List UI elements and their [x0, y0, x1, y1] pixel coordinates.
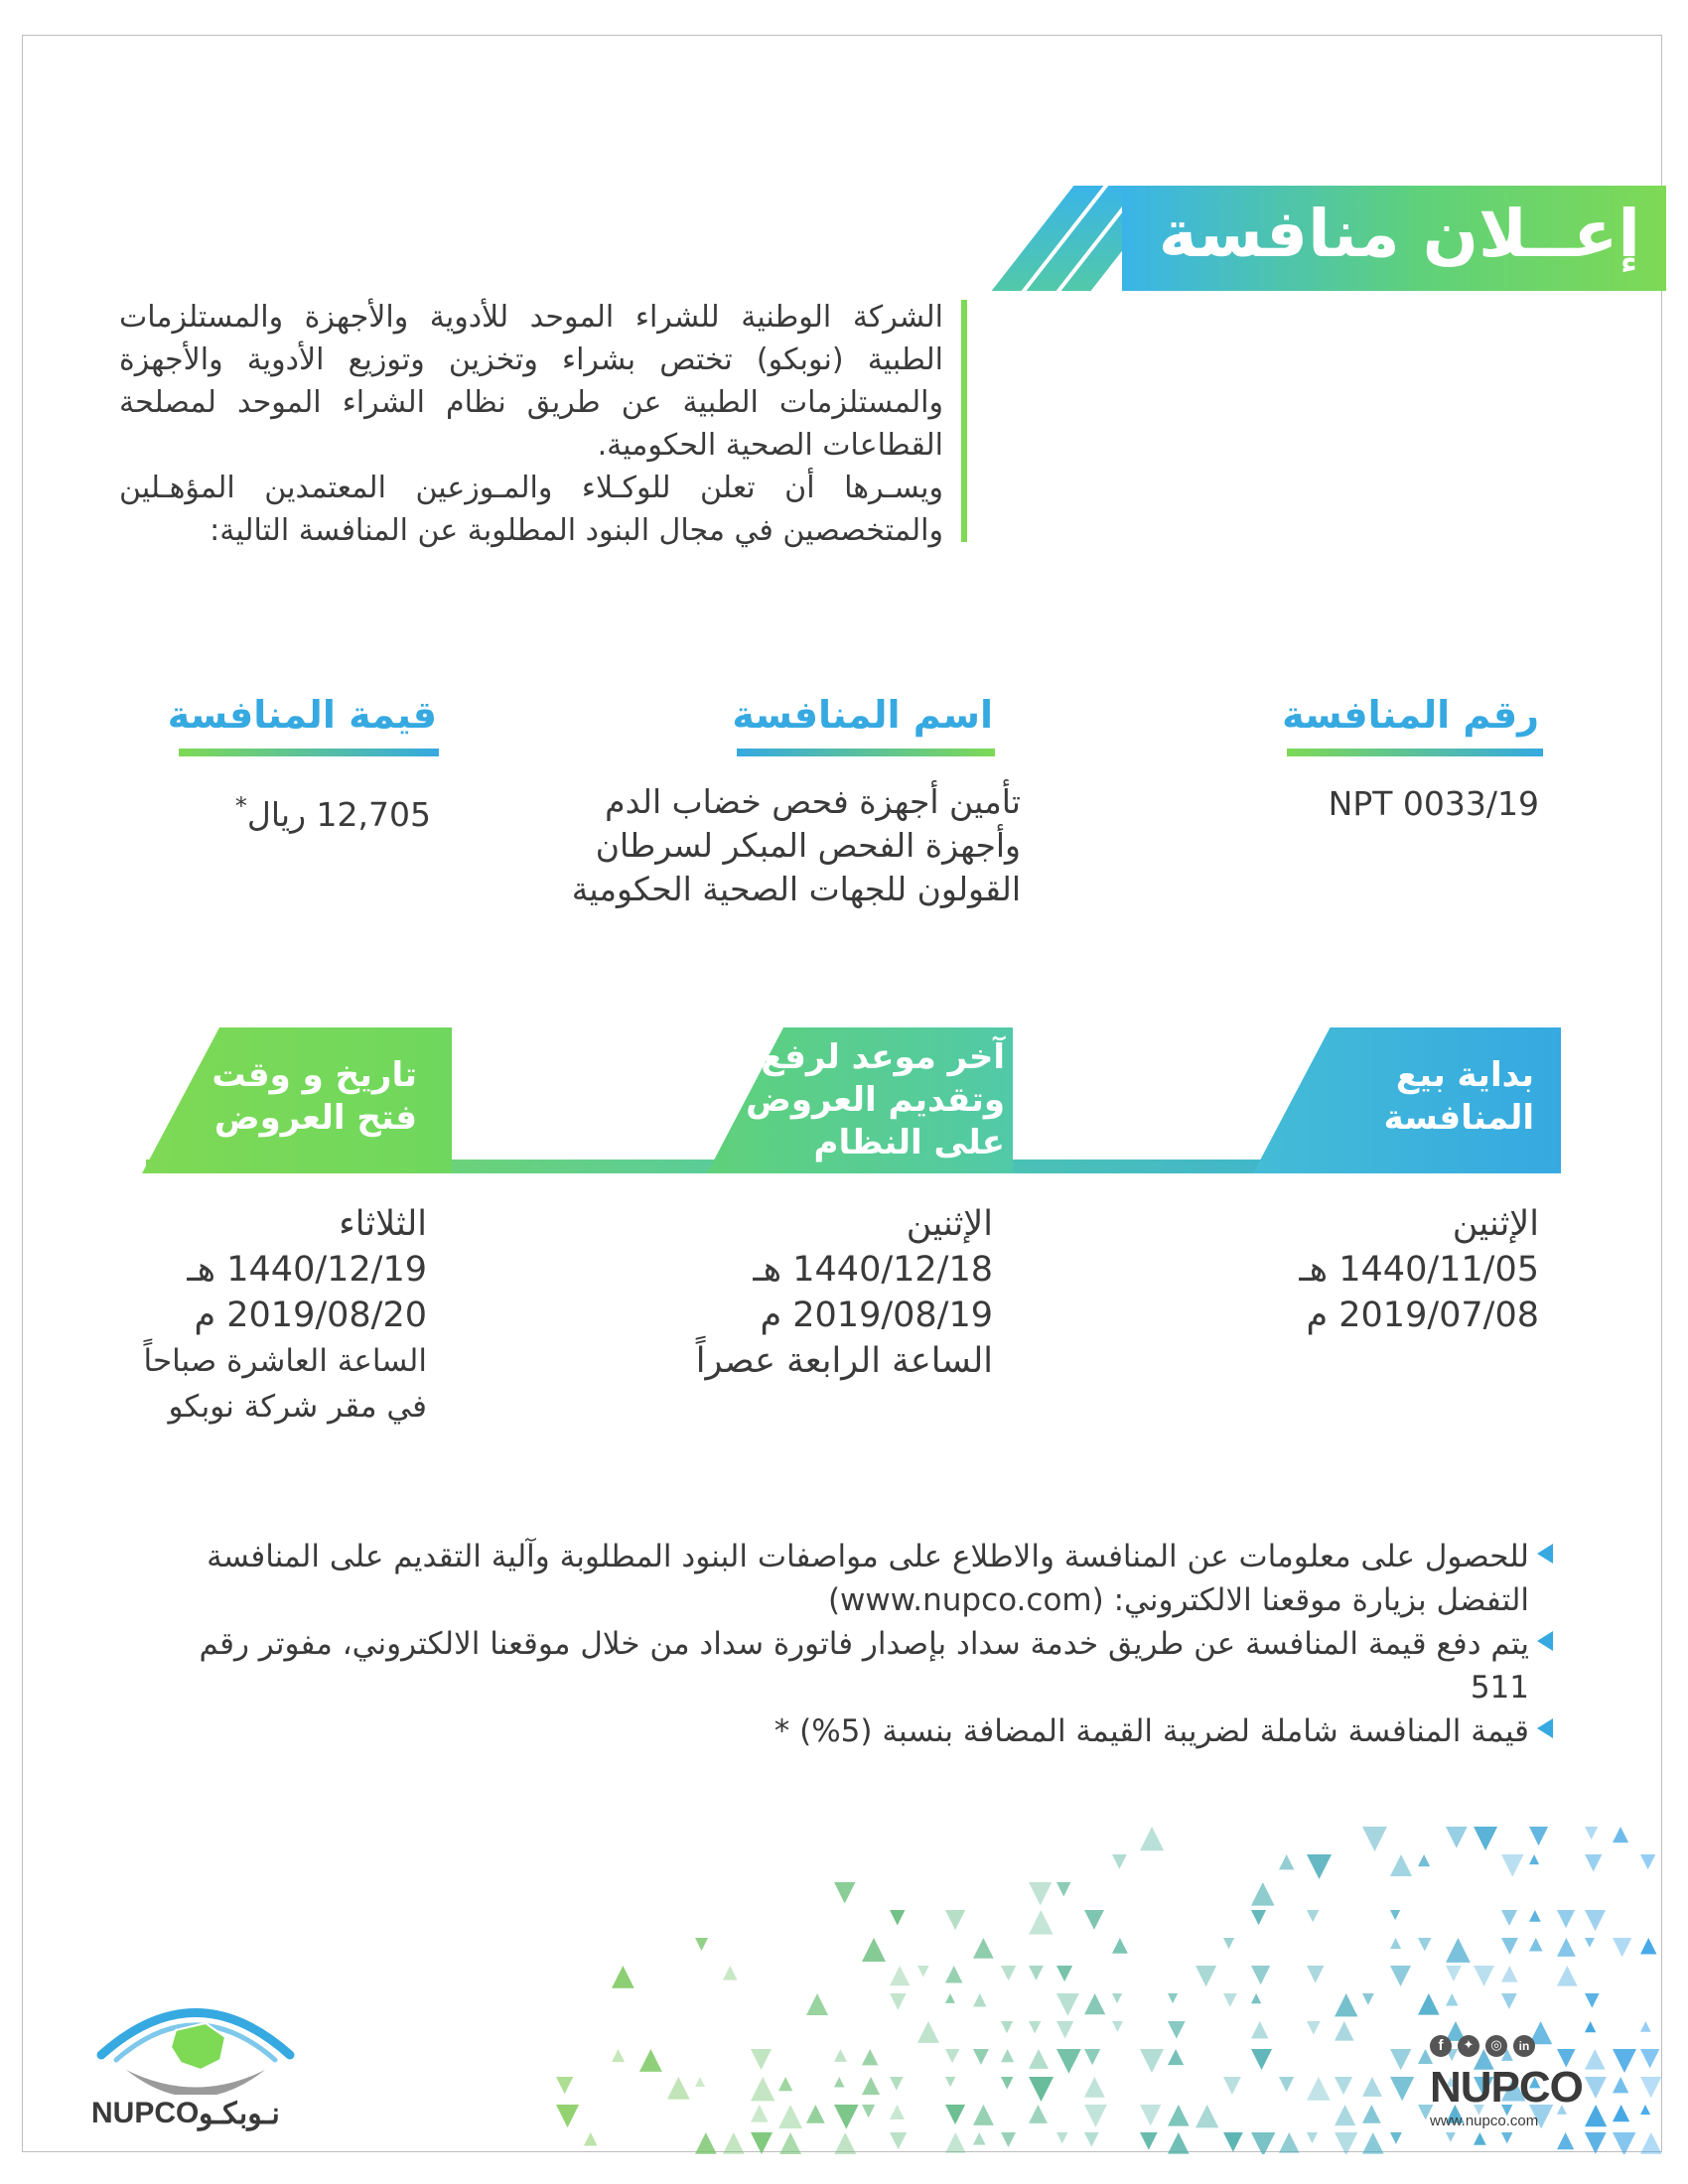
pattern-triangle: [1335, 2077, 1352, 2095]
step1-dates: [1299, 1201, 1539, 1338]
pattern-triangle: [862, 1938, 886, 1962]
intro-accent-bar: [961, 300, 967, 542]
pattern-triangle: [890, 2132, 907, 2149]
pattern-triangle: [1613, 1938, 1631, 1957]
nupco-logo-icon: [91, 1976, 300, 2095]
pattern-triangle: [890, 1910, 905, 1925]
step3-gregorian-date: 2019/08/20 م: [194, 1296, 427, 1335]
pattern-triangle: [1501, 1966, 1518, 1982]
pattern-triangle: [973, 2105, 994, 2125]
pattern-triangle: [1585, 2105, 1607, 2126]
intro-paragraph-2: ويسـرها أن تعلن للوكـلاء والمـوزعين المعتمدين المؤهـلين والمتخصصين في مجال البنود المطلوبة عن المنافسة التالية:: [119, 471, 943, 548]
pattern-triangle: [1529, 1827, 1548, 1845]
pattern-triangle: [1362, 2105, 1381, 2123]
pattern-triangle: [890, 2105, 905, 2119]
tender-name-line: القولون للجهات الصحية الحكومية: [571, 870, 1021, 908]
pattern-triangle: [890, 1966, 910, 1985]
pattern-triangle: [1084, 2132, 1099, 2147]
pattern-triangle: [945, 2077, 955, 2087]
pattern-triangle: [1140, 1827, 1164, 1850]
pattern-triangle: [1140, 2132, 1158, 2150]
pattern-triangle: [945, 2105, 965, 2124]
step3-day: الثلاثاء: [339, 1204, 427, 1244]
tender-number-label: رقم المنافسة: [1282, 693, 1539, 737]
pattern-triangle: [1112, 2021, 1123, 2032]
pattern-triangle: [1029, 1910, 1054, 1935]
pattern-triangle: [917, 1966, 929, 1978]
step2-label-line: على النظام: [813, 1123, 1005, 1162]
value-underline: [179, 749, 439, 756]
pattern-triangle: [1613, 2077, 1628, 2093]
pattern-triangle: [1307, 1854, 1332, 1879]
pattern-triangle: [1029, 2049, 1049, 2069]
pattern-triangle: [890, 1993, 907, 2010]
pattern-triangle: [834, 1882, 855, 1903]
pattern-triangle: [1335, 2021, 1354, 2041]
name-underline: [737, 749, 995, 756]
pattern-triangle: [1056, 1966, 1072, 1981]
pattern-triangle: [1585, 2077, 1607, 2099]
pattern-triangle: [973, 1993, 987, 2007]
pattern-triangle: [973, 2049, 989, 2065]
pattern-triangle: [556, 2077, 573, 2094]
pattern-triangle: [751, 2049, 772, 2070]
pattern-triangle: [945, 1966, 962, 1982]
pattern-triangle: [1279, 2077, 1294, 2092]
pattern-triangle: [862, 2105, 875, 2117]
pattern-triangle: [1529, 1854, 1539, 1864]
pattern-triangle: [1084, 1993, 1105, 2014]
pattern-triangle: [1446, 1938, 1471, 1963]
pattern-triangle: [945, 1910, 965, 1930]
pattern-triangle: [1640, 2049, 1659, 2068]
pattern-triangle: [1084, 2105, 1107, 2127]
pattern-triangle: [945, 2132, 966, 2153]
pattern-triangle: [1557, 1910, 1575, 1928]
pattern-triangle: [1557, 1938, 1576, 1957]
pattern-triangle: [1418, 1993, 1440, 2015]
step3-label-line: فتح العروض: [213, 1098, 417, 1138]
pattern-triangle: [917, 2021, 939, 2043]
pattern-triangle: [1474, 1827, 1497, 1850]
pattern-triangle: [1501, 1993, 1517, 2009]
pattern-triangle: [1251, 2132, 1275, 2154]
twitter-icon[interactable]: ✦: [1458, 2035, 1479, 2057]
pattern-triangle: [1140, 2049, 1164, 2073]
pattern-triangle: [945, 1993, 955, 2003]
pattern-triangle: [1613, 2132, 1635, 2154]
tender-value-label: قيمة المنافسة: [167, 693, 437, 737]
pattern-triangle: [778, 2132, 802, 2154]
pattern-triangle: [1029, 1966, 1044, 1980]
pattern-triangle: [1335, 1993, 1357, 2016]
step1-label: [1384, 1054, 1534, 1140]
pattern-triangle: [778, 2105, 802, 2128]
pattern-triangle: [1029, 2105, 1048, 2123]
pattern-triangle: [1168, 2132, 1190, 2154]
pattern-triangle: [1585, 2049, 1606, 2070]
pattern-triangle: [1056, 1993, 1079, 2016]
step3-dates: [144, 1201, 428, 1430]
pattern-triangle: [639, 2049, 662, 2072]
step1-day: الإثنين: [1452, 1204, 1539, 1244]
pattern-triangle: [1640, 1854, 1655, 1869]
pattern-triangle: [1640, 2105, 1650, 2115]
pattern-triangle: [1056, 2049, 1081, 2074]
tender-number-value: NPT 0033/19: [1328, 784, 1539, 823]
intro-paragraph-1: الشركة الوطنية للشراء الموحد للأدوية والأجهزة والمستلزمات الطبية (نوبكو) تختص بشراء وتخزين وتوزيع الأدوية والأجهزة والمستلزمات الطبية عن طريق نظام الشراء الموحد لمصلحة القطاعات الصحية الحكومية.: [119, 300, 943, 463]
tender-name-line: تأمين أجهزة فحص خضاب الدم: [605, 782, 1021, 821]
pattern-triangle: [1196, 1966, 1216, 1986]
pattern-triangle: [1362, 1993, 1374, 2005]
note-2: يتم دفع قيمة المنافسة عن طريق خدمة سداد بإصدار فاتورة سداد من خلال موقعنا الالكتروني، مفوتر رقم 511: [199, 1626, 1529, 1706]
pattern-triangle: [1307, 2132, 1318, 2143]
instagram-icon[interactable]: ◎: [1485, 2035, 1507, 2057]
pattern-triangle: [945, 2049, 959, 2063]
step3-label-line: تاريخ و وقت: [211, 1055, 417, 1095]
step1-gregorian-date: 2019/07/08 م: [1306, 1296, 1539, 1335]
pattern-triangle: [1168, 1993, 1178, 2003]
pattern-triangle: [751, 2105, 769, 2122]
number-underline: [1287, 749, 1543, 756]
pattern-triangle: [1390, 1854, 1412, 1876]
pattern-triangle: [1223, 1993, 1237, 2007]
pattern-triangle: [723, 2132, 745, 2154]
pattern-triangle: [1029, 2077, 1054, 2102]
pattern-triangle: [834, 2077, 845, 2088]
step2-label: [746, 1036, 1005, 1164]
pattern-triangle: [1335, 2105, 1355, 2125]
pattern-triangle: [695, 2132, 717, 2154]
pattern-triangle: [1585, 2021, 1596, 2032]
pattern-triangle: [1585, 1910, 1606, 1931]
pattern-triangle: [1474, 1966, 1494, 1986]
pattern-triangle: [1390, 2132, 1402, 2144]
pattern-triangle: [1390, 1910, 1400, 1920]
pattern-triangle: [1335, 2132, 1357, 2154]
pattern-triangle: [806, 2105, 825, 2123]
bullet-icon: [1537, 1631, 1553, 1651]
step2-label-line: آخر موعد لرفع: [761, 1037, 1005, 1077]
pattern-triangle: [1001, 2077, 1014, 2090]
pattern-triangle: [1307, 1966, 1324, 1982]
pattern-triangle: [834, 2049, 847, 2062]
step2-time: الساعة الرابعة عصراً: [695, 1341, 993, 1381]
pattern-triangle: [1001, 2132, 1016, 2147]
tender-value-amount: [235, 784, 431, 837]
note-3: قيمة المنافسة شاملة لضريبة القيمة المضافة بنسبة (5%) *: [774, 1713, 1529, 1749]
pattern-triangle: [1001, 2049, 1014, 2062]
pattern-triangle: [1307, 2021, 1321, 2035]
pattern-triangle: [1279, 1854, 1294, 1869]
step3-time: الساعة العاشرة صباحاً: [143, 1343, 427, 1379]
pattern-triangle: [1168, 2105, 1190, 2126]
bullet-icon: [1537, 1718, 1553, 1738]
pattern-triangle: [1084, 1910, 1104, 1930]
facebook-icon[interactable]: f: [1430, 2035, 1452, 2057]
pattern-triangle: [1529, 1938, 1543, 1952]
pattern-triangle: [751, 2132, 773, 2154]
intro-text: [119, 296, 943, 552]
tender-value-star: *: [234, 792, 247, 820]
pattern-triangle: [1168, 2021, 1186, 2039]
pattern-triangle: [1223, 1938, 1234, 1949]
pattern-triangle: [723, 1966, 738, 1980]
step3-location: في مقر شركة نوبكو: [168, 1389, 427, 1425]
tender-name-line: وأجهزة الفحص المبكر لسرطان: [595, 826, 1021, 865]
pattern-triangle: [862, 2077, 880, 2095]
pattern-triangle: [862, 2049, 878, 2065]
step2-day: الإثنين: [906, 1204, 993, 1244]
pattern-triangle: [667, 2077, 690, 2100]
pattern-triangle: [695, 1938, 708, 1951]
pattern-triangle: [1640, 2021, 1651, 2032]
pattern-triangle: [1640, 2077, 1661, 2098]
pattern-triangle: [1613, 2049, 1636, 2073]
tender-name-value: [572, 780, 1021, 911]
pattern-triangle: [1001, 2021, 1013, 2033]
pattern-triangle: [1446, 1966, 1462, 1981]
pattern-triangle: [1140, 2105, 1161, 2125]
pattern-triangle: [1112, 1854, 1127, 1869]
tender-value-text: 12,705 ريال: [246, 795, 431, 834]
step2-gregorian-date: 2019/08/19 م: [760, 1296, 993, 1335]
pattern-triangle: [1613, 1827, 1628, 1843]
pattern-triangle: [556, 2105, 579, 2127]
pattern-triangle: [1446, 2132, 1456, 2142]
pattern-triangle: [1112, 1993, 1122, 2003]
pattern-triangle: [612, 2049, 625, 2062]
pattern-triangle: [1084, 2077, 1105, 2098]
pattern-triangle: [751, 2077, 774, 2101]
pattern-triangle: [1362, 2132, 1384, 2154]
pattern-triangle: [1585, 1854, 1602, 1871]
step3-hijri-date: 1440/12/19 هـ: [187, 1250, 427, 1290]
pattern-triangle: [1168, 2049, 1184, 2065]
pattern-triangle: [1640, 1938, 1656, 1954]
pattern-triangle: [1585, 1938, 1595, 1948]
pattern-triangle: [1529, 1910, 1541, 1922]
pattern-triangle: [778, 2077, 792, 2091]
pattern-triangle: [1056, 2132, 1067, 2143]
pattern-triangle: [1251, 1966, 1270, 1984]
pattern-triangle: [584, 2132, 598, 2146]
pattern-triangle: [1084, 2049, 1100, 2065]
pattern-triangle: [1585, 1827, 1598, 1840]
pattern-triangle: [1362, 2077, 1382, 2097]
pattern-triangle: [1223, 2077, 1241, 2095]
pattern-triangle: [1418, 1938, 1432, 1952]
left-logo-latin: NUPCO: [91, 2097, 200, 2129]
pattern-triangle: [1390, 2077, 1414, 2101]
pattern-triangle: [834, 2105, 859, 2129]
pattern-triangle: [1446, 1827, 1468, 1848]
pattern-triangle: [1446, 1993, 1459, 2006]
pattern-triangle: [1501, 1910, 1517, 1926]
pattern-triangle: [1196, 2105, 1218, 2127]
step2-dates: [696, 1201, 993, 1384]
pattern-triangle: [1307, 1910, 1319, 1922]
pattern-triangle: [1251, 1882, 1275, 1906]
pattern-triangle: [1056, 2021, 1073, 2038]
pattern-triangle: [1001, 1966, 1016, 1980]
pattern-triangle: [1390, 1966, 1411, 1986]
pattern-triangle: [1390, 2049, 1411, 2070]
pattern-triangle: [695, 2077, 705, 2087]
pattern-triangle: [1418, 1854, 1430, 1866]
pattern-triangle: [973, 1938, 994, 1959]
pattern-triangle: [1585, 1993, 1600, 2008]
pattern-triangle: [1223, 2132, 1243, 2152]
pattern-triangle: [1307, 2077, 1331, 2101]
pattern-triangle: [834, 2132, 857, 2154]
step1-hijri-date: 1440/11/05 هـ: [1299, 1250, 1539, 1290]
pattern-triangle: [1029, 2021, 1041, 2033]
step3-label: [211, 1054, 417, 1140]
pattern-triangle: [1613, 2105, 1629, 2121]
pattern-triangle: [1501, 1938, 1518, 1955]
right-logo-url[interactable]: www.nupco.com: [1430, 2113, 1539, 2129]
pattern-triangle: [1029, 1882, 1052, 1905]
pattern-triangle: [1251, 2049, 1272, 2070]
pattern-triangle: [1501, 1854, 1524, 1877]
pattern-triangle: [1557, 2132, 1574, 2149]
pattern-triangle: [806, 1993, 828, 2015]
pattern-triangle: [1390, 1938, 1401, 1949]
pattern-triangle: [1640, 2132, 1662, 2154]
pattern-triangle: [1362, 1827, 1387, 1851]
step1-label-line: بداية بيع: [1395, 1055, 1534, 1095]
step2-label-line: وتقديم العروض: [746, 1080, 1005, 1120]
pattern-triangle: [1585, 2132, 1607, 2154]
left-logo-arabic: نـوبكـو: [199, 2098, 280, 2130]
step1-label-line: المنافسة: [1383, 1098, 1534, 1138]
pattern-triangle: [1112, 1938, 1128, 1954]
pattern-triangle: [1056, 1882, 1070, 1896]
tender-name-label: اسم المنافسة: [732, 693, 993, 737]
note-1: للحصول على معلومات عن المنافسة والاطلاع على مواصفات البنود المطلوبة وآلية التقديم على المنافسة التفضل بزيارة موقعنا الالكتروني: (www.nupco.com): [207, 1539, 1529, 1618]
step2-hijri-date: 1440/12/18 هـ: [753, 1250, 993, 1290]
bullet-icon: [1537, 1544, 1553, 1564]
pattern-triangle: [1251, 1910, 1266, 1925]
right-logo-latin: NUPCO: [1430, 2063, 1583, 2112]
page-title: إعــلان منافسة: [1158, 196, 1640, 272]
pattern-triangle: [1251, 2021, 1269, 2039]
pattern-triangle: [1474, 2132, 1486, 2145]
social-icons: [1430, 2035, 1535, 2057]
pattern-triangle: [612, 1966, 634, 1988]
pattern-triangle: [1251, 1993, 1261, 2003]
linkedin-icon[interactable]: in: [1513, 2035, 1535, 2057]
pattern-triangle: [1557, 1966, 1578, 1986]
pattern-triangle: [1279, 2132, 1300, 2153]
pattern-triangle: [1501, 2132, 1512, 2143]
pattern-triangle: [973, 2132, 986, 2145]
pattern-triangle: [890, 2077, 904, 2091]
